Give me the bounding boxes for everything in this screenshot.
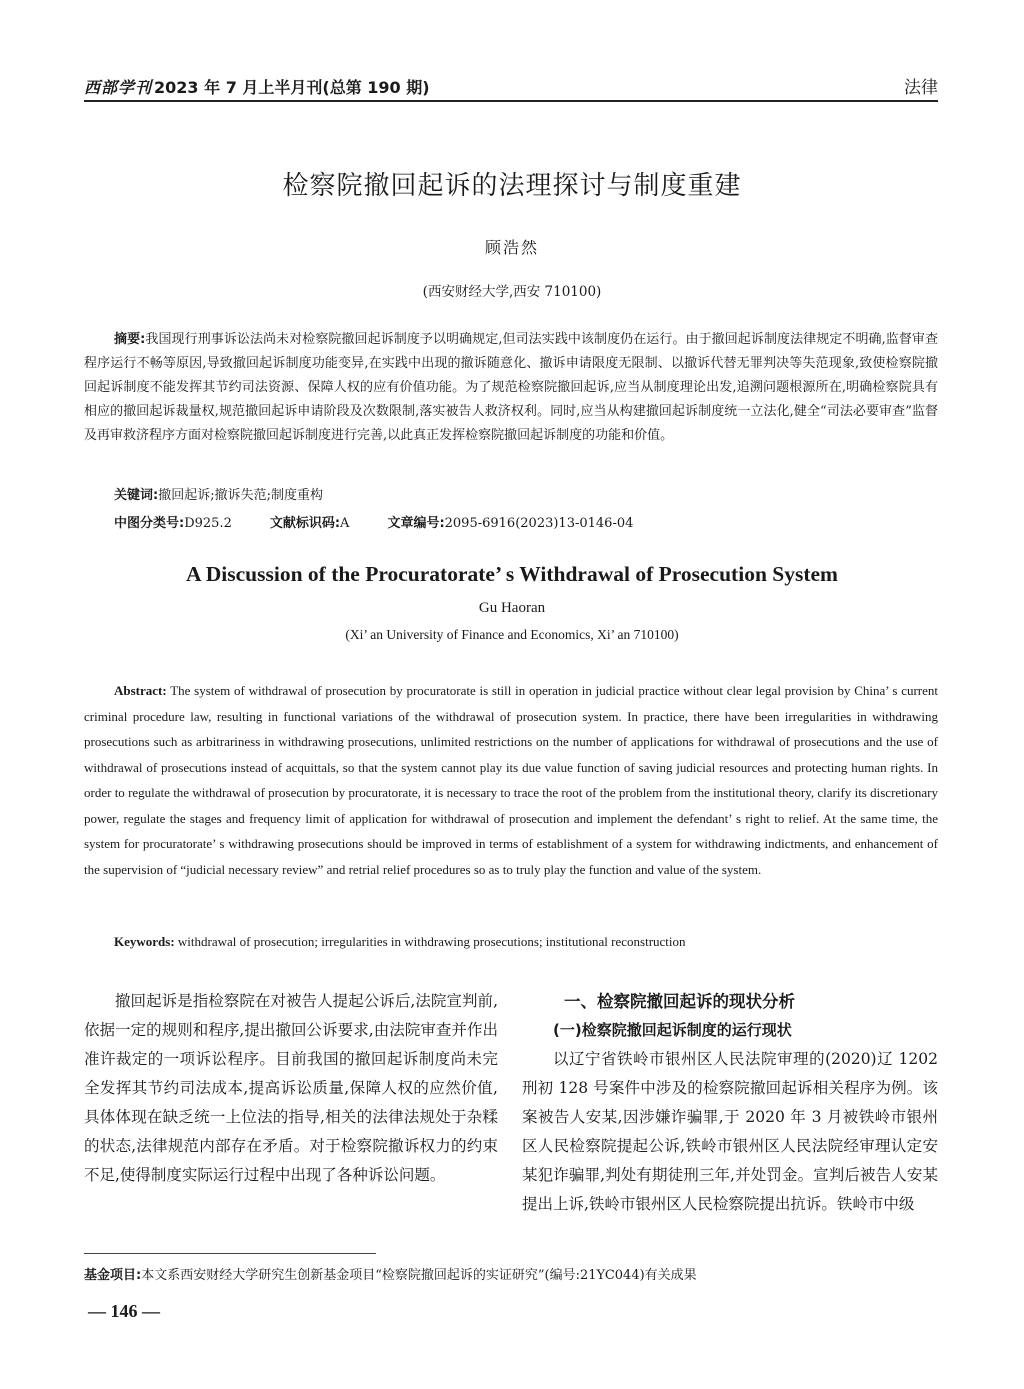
article-no-item (387, 512, 633, 531)
funding-text: 本文系西安财经大学研究生创新基金项目“检察院撤回起诉的实证研究”(编号:21YC044)有关成果 (141, 1268, 697, 1283)
clc-item (114, 512, 232, 531)
body-left-column: 撤回起诉是指检察院在对被告人提起公诉后,法院宣判前,依据一定的规则和程序,提出撤回公诉要求,由法院审查并作出准许裁定的一项诉讼程序。目前我国的撤回起诉制度尚未完全发挥其节约司法成本,提高诉讼质量,保障人权的应然价值,具体体现在缺乏统一上位法的指导,相关的法律法规处于杂糅的状态,法律规范内部存在矛盾。对于检察院撤诉权力的约束不足,使得制度实际运行过程中出现了各种诉讼问题。 (84, 992, 498, 1184)
doc-code-label: 文献标识码: (269, 516, 341, 531)
author-cn: 顾浩然 (484, 238, 539, 257)
author-en: Gu Haoran (478, 600, 546, 616)
abstract-en-label: Abstract: (114, 683, 167, 698)
article-no-label: 文章编号: (387, 516, 445, 531)
running-head-left (84, 75, 430, 98)
journal-logo: 西部学刊 (84, 78, 153, 97)
doc-code-item (270, 512, 350, 531)
section-label: 法律 (904, 78, 938, 98)
abstract-cn-text: 我国现行刑事诉讼法尚未对检察院撤回起诉制度予以明确规定,但司法实践中该制度仍在运行。由于撤回起诉制度法律规定不明确,监督审查程序运行不畅等原因,导致撤回起诉制度功能变异,在实践中出现的撤诉随意化、撤诉申请限度无限制、以撤诉代替无罪判决等失范现象,致使检察院撤回起诉制度不能发挥其节约司法资源、保障人权的应有价值功能。为了规范检察院撤回起诉,应当从制度理论出发,追溯问题根源所在,明确检察院具有相应的撤回起诉裁量权,规范撤回起诉申请阶段及次数限制,落实被告人救济权利。同时,应当从构建撤回起诉制度统一立法化,健全“司法必要审查”监督及再审救济程序方面对检察院撤回起诉制度进行完善,以此真正发挥检察院撤回起诉制度的功能和价值。 (84, 332, 938, 443)
keywords-en (114, 934, 938, 950)
footnote-rule (84, 1253, 376, 1254)
keywords-en-label: Keywords: (114, 934, 175, 949)
affiliation-cn: (西安财经大学,西安 710100) (422, 284, 602, 300)
article-title-cn: 检察院撤回起诉的法理探讨与制度重建 (282, 171, 742, 201)
funding-note (84, 1264, 697, 1283)
body-right-paragraph: 以辽宁省铁岭市银州区人民法院审理的(2020)辽 1202 刑初 128 号案件中涉及的检察院撤回起诉相关程序为例。该案被告人安某,因涉嫌诈骗罪,于 2020 年 3 月被铁岭市银州区人民检察院提起公诉,铁岭市银州区人民法院经审理认定安某犯诈骗罪,判处有期徒刑三年,并处罚金。宣判后被告人安某提出上诉,铁岭市银州区人民检察院提出抗诉。铁岭市中级 (522, 1050, 938, 1213)
abstract-en (84, 678, 938, 882)
funding-label: 基金项目: (84, 1268, 142, 1283)
section-heading: 一、检察院撤回起诉的现状分析 (564, 992, 795, 1011)
article-no-value: 2095-6916(2023)13-0146-04 (444, 516, 634, 531)
running-head (84, 72, 938, 98)
affiliation-en: (Xi’ an University of Finance and Economics, Xi’ an 710100) (345, 627, 679, 642)
keywords-en-text: withdrawal of prosecution; irregularities in withdrawing prosecutions; institutional reconstruction (177, 934, 686, 949)
abstract-cn (84, 328, 938, 448)
issue-info: 2023 年 7 月上半月刊(总第 190 期) (154, 78, 430, 97)
header-rule (84, 100, 938, 102)
body-right-column (522, 987, 938, 1219)
doc-code-value: A (340, 516, 350, 531)
keywords-cn (114, 484, 323, 503)
keywords-cn-text: 撤回起诉;撤诉失范;制度重构 (158, 488, 323, 503)
keywords-cn-label: 关键词: (114, 488, 159, 503)
article-title-en: A Discussion of the Procuratorate’ s Withdrawal of Prosecution System (186, 562, 838, 586)
abstract-en-text: The system of withdrawal of prosecution by procuratorate is still in operation in judicial practice without clear legal provision by China’ s current criminal procedure law, resulting in functional variations of the withdrawal of prosecution system. In practice, there have been irregularities in withdrawing prosecutions such as arbitrariness in withdrawing prosecutions, unlimited restrictions on the number of applications for withdrawal of prosecutions and the use of withdrawal of prosecutions instead of acquittals, so that the system cannot play its due value function of saving judicial resources and protecting human rights. In order to regulate the withdrawal of prosecution by procuratorate, it is necessary to trace the root of the problem from the institutional theory, clarify its discretionary power, regulate the stages and frequency limit of application for withdrawal of prosecution and implement the defendant’ s right to relief. At the same time, the system for procuratorate’ s withdrawing prosecutions should be improved in terms of establishment of a system for withdrawing indictments, and enhancement of the supervision of “judicial necessary review” and retrial relief procedures so as to truly play the function and value of the system. (84, 683, 938, 877)
abstract-cn-label: 摘要: (114, 332, 146, 347)
classification-row (114, 512, 671, 531)
clc-value: D925.2 (184, 516, 232, 531)
subsection-heading: (一)检察院撤回起诉制度的运行现状 (553, 1021, 792, 1039)
clc-label: 中图分类号: (114, 516, 185, 531)
page-number: — 146 — (88, 1301, 160, 1321)
